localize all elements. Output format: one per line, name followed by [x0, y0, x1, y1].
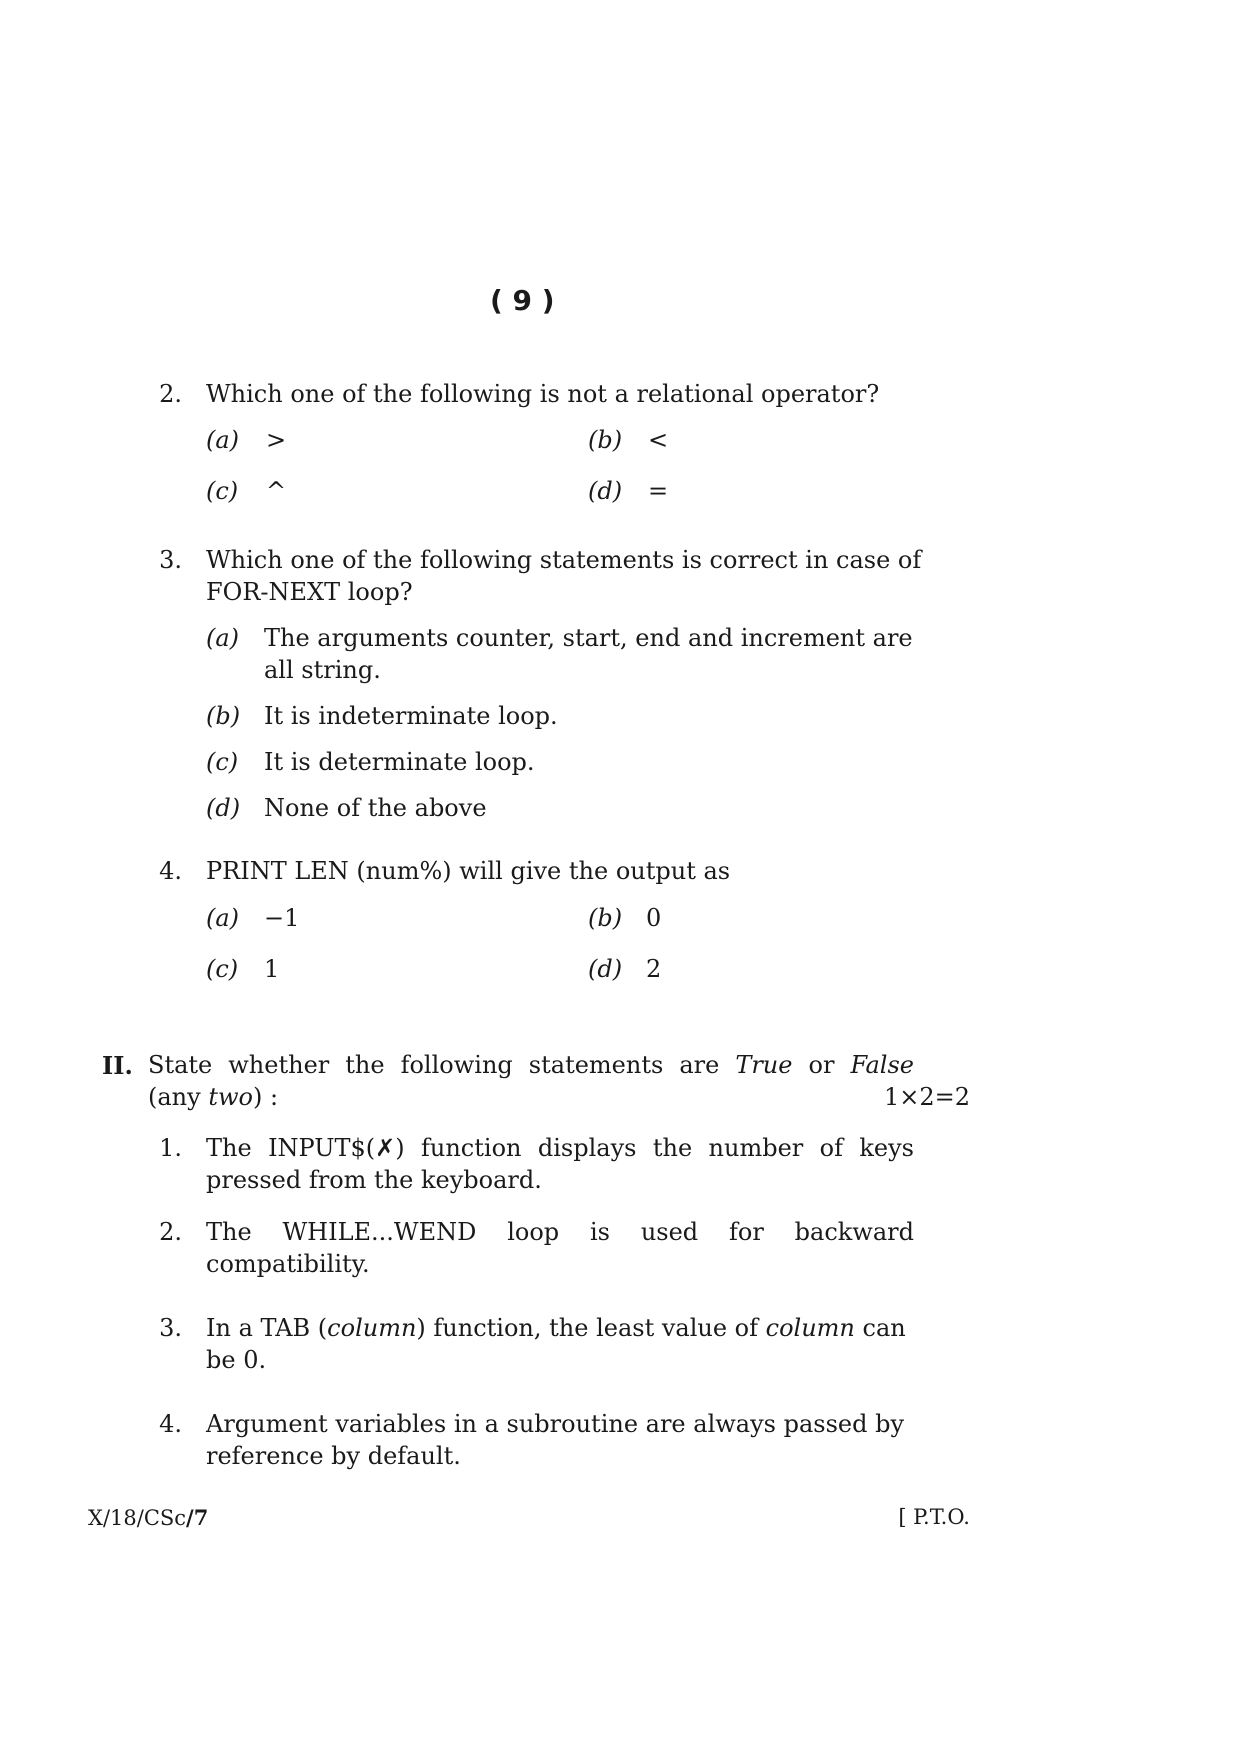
paper-code-suffix: /7	[186, 1505, 209, 1530]
option-label: (b)	[588, 904, 623, 932]
option-text-line1: The arguments counter, start, end and increment are	[264, 624, 913, 652]
statement-text-line1: The WHILE...WEND loop is used for backward	[206, 1218, 914, 1246]
pto-label: [ P.T.O.	[898, 1505, 970, 1529]
option-text: ^	[266, 477, 287, 505]
false-word: False	[850, 1051, 914, 1079]
option-label: (a)	[206, 624, 240, 652]
option-label: (b)	[588, 426, 623, 454]
column-word: column	[327, 1314, 417, 1342]
column-word: column	[765, 1314, 855, 1342]
statement-number: 2.	[159, 1218, 182, 1246]
statement-number: 3.	[159, 1314, 182, 1342]
any-open: (any	[148, 1083, 201, 1111]
section-roman-numeral: II.	[102, 1051, 133, 1080]
option-label: (a)	[206, 426, 240, 454]
statement-text-line2: pressed from the keyboard.	[206, 1166, 542, 1194]
statement-text-line2: compatibility.	[206, 1250, 370, 1278]
text-part: In a TAB (	[206, 1314, 328, 1342]
any-close: ) :	[252, 1083, 279, 1111]
option-text: =	[648, 477, 669, 505]
page-number: ( 9 )	[490, 284, 555, 317]
question-number: 3.	[159, 546, 182, 574]
option-label: (c)	[206, 955, 239, 983]
option-text: 0	[646, 904, 662, 932]
statement-text-line1: Argument variables in a subroutine are always passed by	[206, 1410, 905, 1438]
option-label: (d)	[588, 477, 623, 505]
two-word: two	[208, 1083, 253, 1111]
option-text: 2	[646, 955, 662, 983]
question-text: Which one of the following is not a relational operator?	[206, 380, 880, 408]
option-label: (b)	[206, 702, 241, 730]
option-label: (c)	[206, 748, 239, 776]
option-text: <	[648, 426, 669, 454]
statement-text-line2: be 0.	[206, 1346, 267, 1374]
statement-number: 4.	[159, 1410, 182, 1438]
section-marks: 1×2=2	[883, 1083, 970, 1111]
statement-text-line1: The INPUT$(✗) function displays the number of keys	[206, 1134, 914, 1162]
text-part: ) function, the least value of	[416, 1314, 766, 1342]
option-label: (c)	[206, 477, 239, 505]
option-text: −1	[264, 904, 300, 932]
or-word: or	[808, 1051, 835, 1079]
option-text-line2: all string.	[264, 656, 381, 684]
paper-code	[88, 1505, 208, 1530]
text-part: can	[854, 1314, 906, 1342]
section-instruction-line2	[148, 1081, 278, 1114]
option-text: None of the above	[264, 794, 487, 822]
statement-text-line2: reference by default.	[206, 1442, 461, 1470]
statement-number: 1.	[159, 1134, 182, 1162]
option-text: It is determinate loop.	[264, 748, 535, 776]
question-number: 4.	[159, 857, 182, 885]
option-label: (d)	[588, 955, 623, 983]
section-instruction-line1	[148, 1049, 914, 1082]
question-text-line1: Which one of the following statements is correct in case of	[206, 546, 922, 574]
question-text: PRINT LEN (num%) will give the output as	[206, 857, 731, 885]
option-text: It is indeterminate loop.	[264, 702, 558, 730]
option-label: (d)	[206, 794, 241, 822]
question-number: 2.	[159, 380, 182, 408]
paper-code-prefix: X/18/CSc	[88, 1506, 187, 1530]
option-label: (a)	[206, 904, 240, 932]
option-text: 1	[264, 955, 280, 983]
true-word: True	[735, 1051, 793, 1079]
instruction-text: State whether the following statements are	[148, 1051, 720, 1079]
statement-text-line1	[206, 1312, 906, 1345]
question-text-line2: FOR-NEXT loop?	[206, 578, 413, 606]
option-text: >	[266, 426, 287, 454]
